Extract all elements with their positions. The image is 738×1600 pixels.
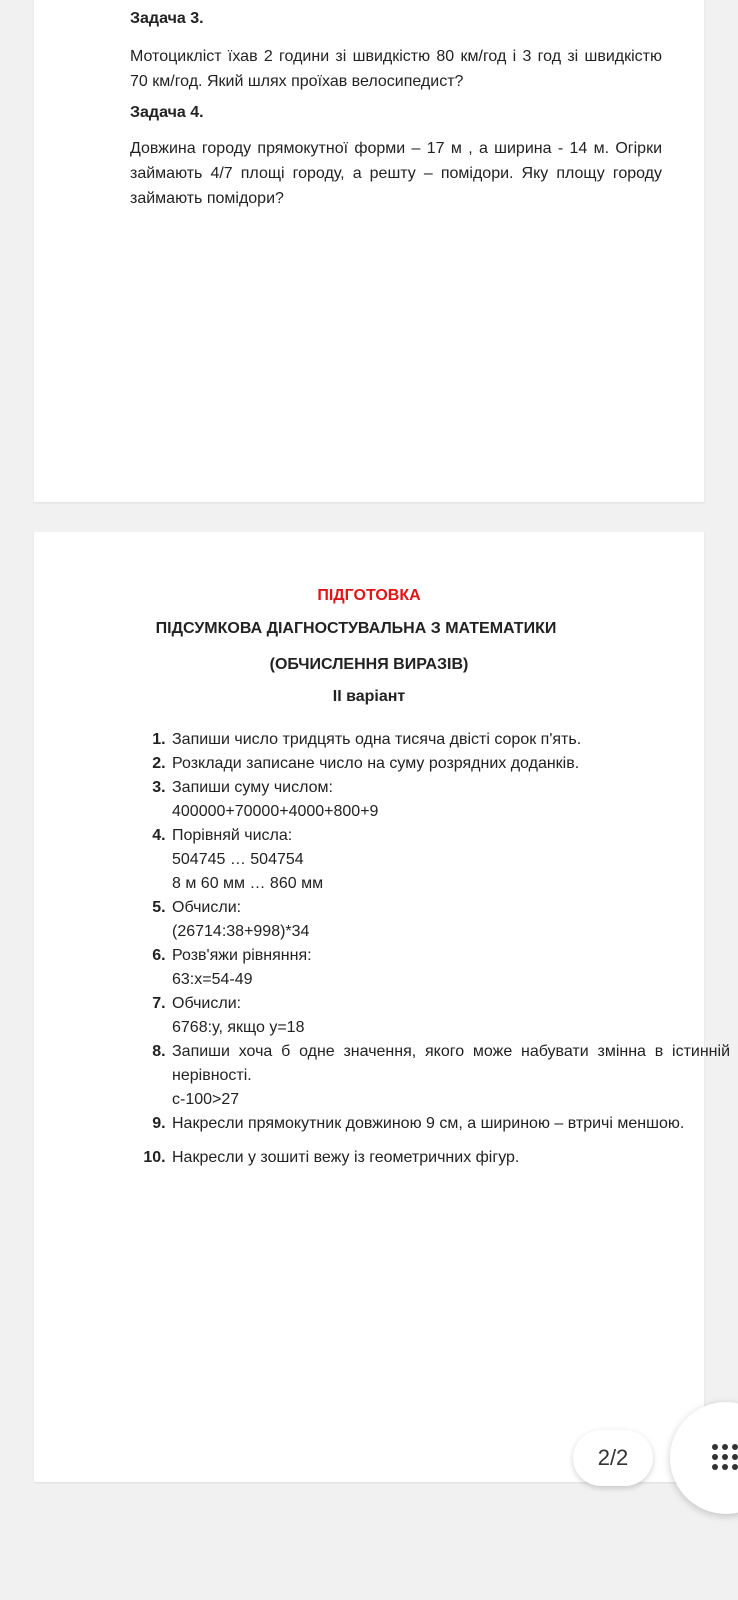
document-page-2 <box>34 532 730 1482</box>
task-3-title: Задача 3. <box>130 10 204 27</box>
exercise-text: 4. Порівняй числа: <box>172 827 293 844</box>
exercise-item <box>170 1146 730 1170</box>
exercise-text: 7. Обчисли: <box>172 995 242 1012</box>
document-page-1 <box>34 0 704 502</box>
exercise-item <box>170 944 730 992</box>
exercise-item <box>170 776 730 824</box>
exercise-expression: 504745 … 504754 <box>172 851 304 868</box>
exercise-item <box>170 728 730 752</box>
exercise-expression: 63:х=54-49 <box>172 971 253 988</box>
exercise-text: 1. Запиши число тридцять одна тисяча двісті сорок п'ять. <box>172 731 582 748</box>
exercise-item <box>170 1112 730 1136</box>
page-counter: 2/2 <box>573 1430 653 1486</box>
heading-diagnostic-test: ПІДСУМКОВА ДІАГНОСТУВАЛЬНА З МАТЕМАТИКИ <box>155 620 557 637</box>
exercise-item <box>170 1040 730 1112</box>
exercise-text: 10. Накресли у зошиті вежу із геометричних фігур. <box>172 1149 520 1166</box>
exercise-text: 9. Накресли прямокутник довжиною 9 см, а шириною – втричі меншою. <box>172 1115 685 1132</box>
exercise-text: 6. Розв'яжи рівняння: <box>172 947 312 964</box>
heading-preparation: ПІДГОТОВКА <box>317 587 421 604</box>
exercise-item <box>170 824 730 896</box>
exercise-expression: 6768:у, якщо у=18 <box>172 1019 305 1036</box>
exercise-list <box>130 728 730 1170</box>
heading-expressions: (ОБЧИСЛЕННЯ ВИРАЗІВ) <box>269 656 469 673</box>
exercise-expression: 8 м 60 мм … 860 мм <box>172 875 324 892</box>
exercise-expression: 400000+70000+4000+800+9 <box>172 803 379 820</box>
exercise-text: 2. Розклади записане число на суму розрядних доданків. <box>172 755 580 772</box>
exercise-text: 3. Запиши суму числом: <box>172 779 333 796</box>
exercise-item <box>170 992 730 1040</box>
exercise-item <box>170 896 730 944</box>
task-4-text: Довжина городу прямокутної форми – 17 м , а ширина - 14 м. Огірки займають 4/7 площі городу, а решту – помідори. Яку площу городу займають помідори? <box>130 140 662 207</box>
variant-label: ІІ варіант <box>332 688 406 705</box>
exercise-expression: (26714:38+998)*34 <box>172 923 310 940</box>
task-3-text: Мотоцикліст їхав 2 години зі швидкістю 80 км/год і 3 год зі швидкістю 70 км/год. Який шлях проїхав велосипедист? <box>130 48 662 90</box>
task-4-title: Задача 4. <box>130 104 204 121</box>
exercise-text: 5. Обчисли: <box>172 899 242 916</box>
exercise-text: 8. Запиши хоча б одне значення, якого може набувати змінна в істинній нерівності. <box>172 1043 730 1084</box>
exercise-item <box>170 752 730 776</box>
exercise-expression: с-100>27 <box>172 1091 240 1108</box>
dots-grid-icon <box>712 1444 738 1472</box>
